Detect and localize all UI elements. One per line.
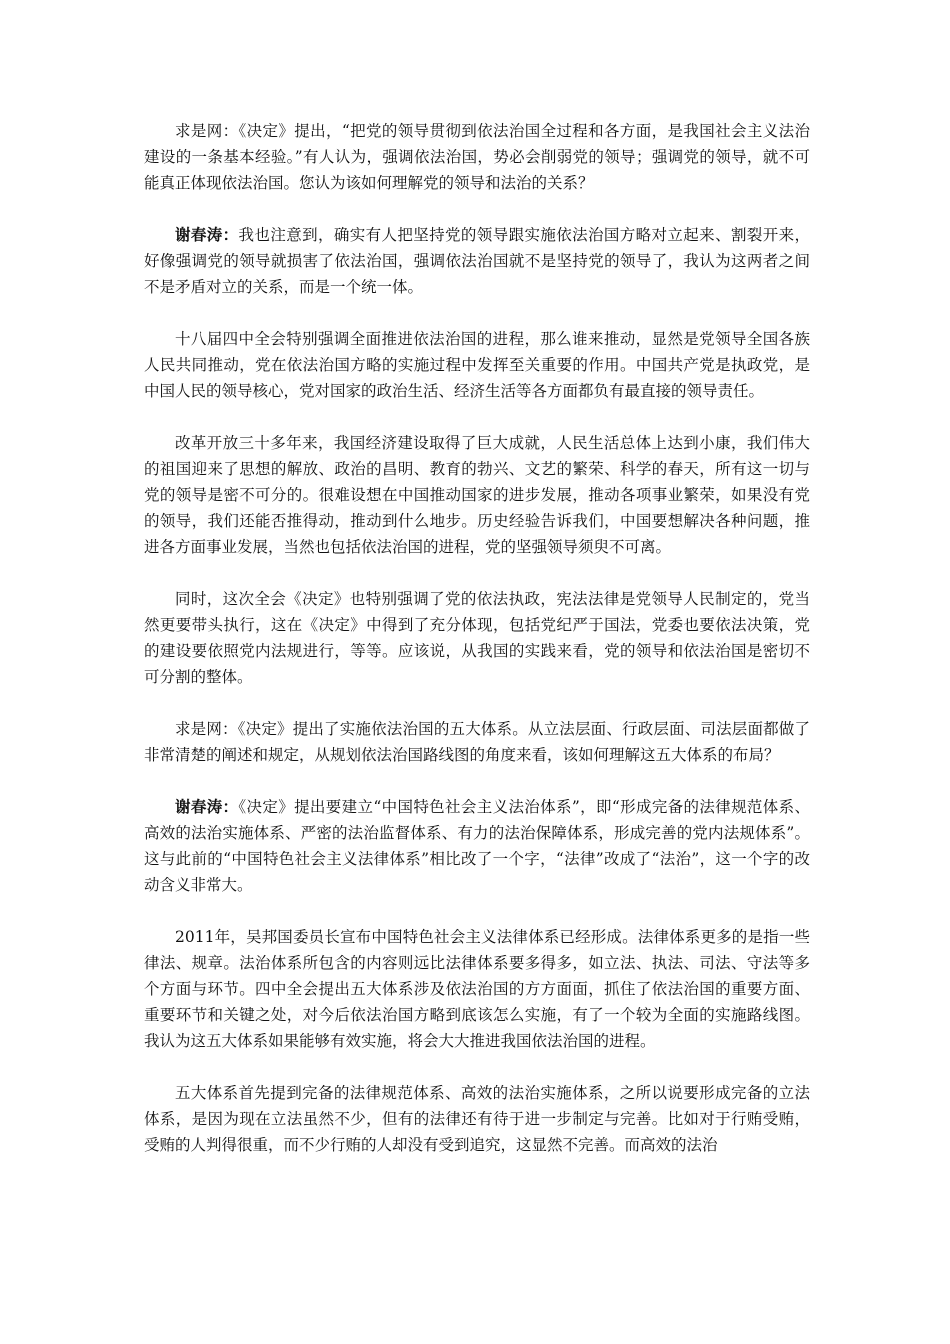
paragraph-4-text: 改革开放三十多年来，我国经济建设取得了巨大成就，人民生活总体上达到小康，我们伟大的祖国迎来了思想的解放、政治的昌明、教育的勃兴、文艺的繁荣、科学的春天，所有这一切与党的领导是密不可分的。很难设想在中国推动国家的进步发展，推动各项事业繁荣，如果没有党的领导，我们还能否推得动，推动到什么地步。历史经验告诉我们，中国要想解决各种问题，推进各方面事业发展，当然也包括依法治国的进程，党的坚强领导须臾不可离。: [144, 434, 810, 556]
paragraph-2-speaker: 谢春涛：: [175, 225, 239, 244]
paragraph-6: [144, 716, 810, 768]
paragraph-6-text: 求是网：《决定》提出了实施依法治国的五大体系。从立法层面、行政层面、司法层面都做了非常清楚的阐述和规定，从规划依法治国路线图的角度来看，该如何理解这五大体系的布局？: [144, 720, 810, 764]
paragraph-4: [144, 430, 810, 560]
document-body: [144, 118, 810, 1184]
paragraph-8: [144, 924, 810, 1054]
paragraph-1-text: 求是网：《决定》提出，“把党的领导贯彻到依法治国全过程和各方面，是我国社会主义法治建设的一条基本经验。”有人认为，强调依法治国，势必会削弱党的领导；强调党的领导，就不可能真正体现依法治国。您认为该如何理解党的领导和法治的关系？: [144, 122, 810, 192]
paragraph-7: [144, 794, 810, 898]
paragraph-2-text: 我也注意到，确实有人把坚持党的领导跟实施依法治国方略对立起来、割裂开来，好像强调党的领导就损害了依法治国，强调依法治国就不是坚持党的领导了，我认为这两者之间不是矛盾对立的关系，而是一个统一体。: [144, 226, 810, 296]
paragraph-3: [144, 326, 810, 404]
paragraph-2: [144, 222, 810, 300]
paragraph-9-text: 五大体系首先提到完备的法律规范体系、高效的法治实施体系，之所以说要形成完备的立法体系，是因为现在立法虽然不少，但有的法律还有待于进一步制定与完善。比如对于行贿受贿，受贿的人判得很重，而不少行贿的人却没有受到追究，这显然不完善。而高效的法治: [144, 1084, 810, 1154]
paragraph-8-text: 2011年，吴邦国委员长宣布中国特色社会主义法律体系已经形成。法律体系更多的是指一些律法、规章。法治体系所包含的内容则远比法律体系要多得多，如立法、执法、司法、守法等多个方面与环节。四中全会提出五大体系涉及依法治国的方方面面，抓住了依法治国的重要方面、重要环节和关键之处，对今后依法治国方略到底该怎么实施，有了一个较为全面的实施路线图。我认为这五大体系如果能够有效实施，将会大大推进我国依法治国的进程。: [144, 928, 810, 1050]
paragraph-7-speaker: 谢春涛：: [175, 797, 239, 816]
paragraph-9: [144, 1080, 810, 1158]
paragraph-5-text: 同时，这次全会《决定》也特别强调了党的依法执政，宪法法律是党领导人民制定的，党当然更要带头执行，这在《决定》中得到了充分体现，包括党纪严于国法，党委也要依法决策，党的建设要依照党内法规进行，等等。应该说，从我国的实践来看，党的领导和依法治国是密切不可分割的整体。: [144, 590, 810, 686]
paragraph-1: [144, 118, 810, 196]
paragraph-3-text: 十八届四中全会特别强调全面推进依法治国的进程，那么谁来推动，显然是党领导全国各族人民共同推动，党在依法治国方略的实施过程中发挥至关重要的作用。中国共产党是执政党，是中国人民的领导核心，党对国家的政治生活、经济生活等各方面都负有最直接的领导责任。: [144, 330, 810, 400]
paragraph-7-text: 《决定》提出要建立“中国特色社会主义法治体系”，即“形成完备的法律规范体系、高效的法治实施体系、严密的法治监督体系、有力的法治保障体系，形成完善的党内法规体系”。这与此前的“中国特色社会主义法律体系”相比改了一个字，“法律”改成了“法治”，这一个字的改动含义非常大。: [144, 798, 810, 894]
paragraph-5: [144, 586, 810, 690]
